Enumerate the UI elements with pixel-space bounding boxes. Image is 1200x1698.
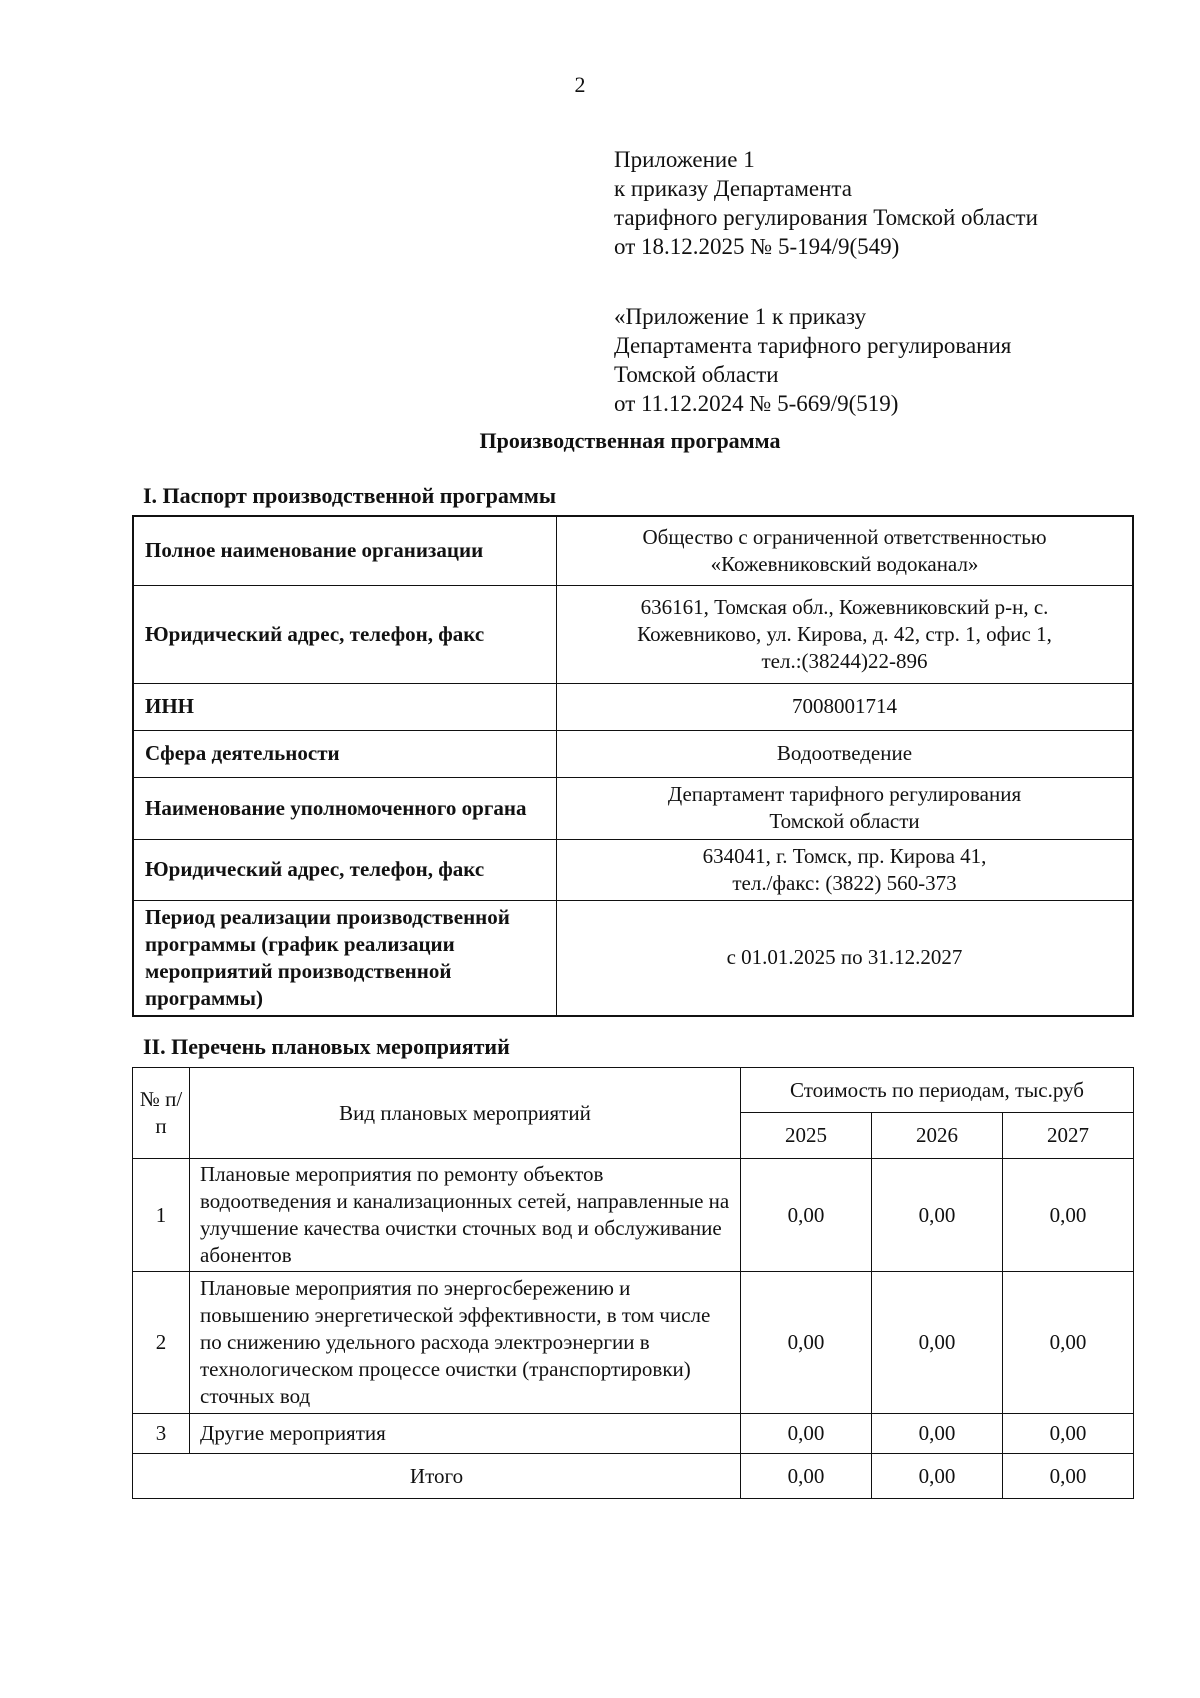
row-number: 2 — [133, 1272, 190, 1414]
value-line: «Кожевниковский водоканал» — [710, 551, 979, 576]
appendix-line: Приложение 1 — [614, 147, 755, 172]
cost-cell: 0,00 — [741, 1414, 872, 1454]
passport-row — [133, 585, 1133, 683]
total-row — [133, 1454, 1134, 1499]
cost-cell: 0,00 — [872, 1272, 1003, 1414]
passport-value — [557, 730, 1134, 777]
prior-appendix-line: от 11.12.2024 № 5-669/9(519) — [614, 391, 899, 416]
value-line: Водоотведение — [776, 741, 913, 765]
prior-appendix-line: Томской области — [614, 362, 779, 387]
passport-row — [133, 730, 1133, 777]
passport-label: Полное наименование организации — [133, 516, 557, 585]
passport-label: Период реализации производственной программы (график реализации мероприятий производственной программы) — [133, 900, 557, 1016]
value-line: тел.:(38244)22-896 — [761, 648, 928, 673]
value-line: тел./факс: (3822) 560-373 — [732, 870, 957, 895]
prior-appendix-line: Департамента тарифного регулирования — [614, 333, 1012, 358]
cost-cell: 0,00 — [741, 1159, 872, 1272]
cost-cell: 0,00 — [741, 1272, 872, 1414]
passport-label: Сфера деятельности — [133, 730, 557, 777]
passport-value — [557, 585, 1134, 683]
col-cost-header: Стоимость по периодам, тыс.руб — [741, 1068, 1134, 1113]
events-table — [132, 1067, 1134, 1499]
passport-value — [557, 516, 1134, 585]
value-line: Департамент тарифного регулирования — [667, 782, 1022, 806]
cost-cell: 0,00 — [1003, 1272, 1134, 1414]
value-line: Кожевниково, ул. Кирова, д. 42, стр. 1, офис 1, — [637, 621, 1052, 646]
passport-table — [132, 515, 1134, 1017]
appendix-line: тарифного регулирования Томской области — [614, 205, 1038, 230]
value-line: 636161, Томская обл., Кожевниковский р-н, с. — [640, 594, 1049, 619]
passport-value — [557, 683, 1134, 730]
passport-heading: I. Паспорт производственной программы — [143, 483, 557, 508]
value-line: Томской области — [769, 809, 920, 833]
total-label: Итого — [133, 1454, 741, 1499]
total-cost-cell: 0,00 — [741, 1454, 872, 1499]
cost-cell: 0,00 — [1003, 1414, 1134, 1454]
passport-label: ИНН — [133, 683, 557, 730]
document-title: Производственная программа — [479, 428, 781, 453]
passport-value — [557, 777, 1134, 839]
cost-cell: 0,00 — [1003, 1159, 1134, 1272]
table-row — [133, 1272, 1134, 1414]
appendix-line: от 18.12.2025 № 5-194/9(549) — [614, 234, 900, 259]
event-name: Плановые мероприятия по ремонту объектов водоотведения и канализационных сетей, направленные на улучшение качества очистки сточных вод и обслуживание абонентов — [190, 1159, 741, 1272]
appendix-line: к приказу Департамента — [614, 176, 852, 201]
year-header: 2027 — [1003, 1113, 1134, 1159]
event-name: Другие мероприятия — [190, 1414, 741, 1454]
value-line: 7008001714 — [792, 694, 897, 718]
cost-cell: 0,00 — [872, 1159, 1003, 1272]
event-name: Плановые мероприятия по энергосбережению и повышению энергетической эффективности, в том числе по снижению удельного расхода электроэнергии в технологическом процессе очистки (транспортировки) сточных вод — [190, 1272, 741, 1414]
passport-value — [557, 900, 1134, 1016]
prior-appendix-header — [614, 302, 1011, 418]
year-header: 2026 — [872, 1113, 1003, 1159]
value-line: 634041, г. Томск, пр. Кирова 41, — [702, 843, 987, 868]
events-header-row — [133, 1068, 1134, 1113]
table-row — [133, 1414, 1134, 1454]
total-cost-cell: 0,00 — [1003, 1454, 1134, 1499]
row-number: 3 — [133, 1414, 190, 1454]
page-number: 2 — [574, 72, 586, 97]
year-header: 2025 — [741, 1113, 872, 1159]
events-heading: II. Перечень плановых мероприятий — [143, 1034, 510, 1059]
col-num-header: № п/п — [133, 1068, 190, 1159]
prior-appendix-line: «Приложение 1 к приказу — [614, 304, 867, 329]
value-line: Общество с ограниченной ответственностью — [642, 524, 1047, 549]
passport-value — [557, 839, 1134, 900]
passport-row — [133, 839, 1133, 900]
total-cost-cell: 0,00 — [872, 1454, 1003, 1499]
table-row — [133, 1159, 1134, 1272]
row-number: 1 — [133, 1159, 190, 1272]
passport-label: Наименование уполномоченного органа — [133, 777, 557, 839]
passport-row — [133, 900, 1133, 1016]
value-line: с 01.01.2025 по 31.12.2027 — [726, 945, 963, 969]
appendix-header — [614, 145, 1038, 261]
passport-label: Юридический адрес, телефон, факс — [133, 839, 557, 900]
col-name-header: Вид плановых мероприятий — [190, 1068, 741, 1159]
cost-cell: 0,00 — [872, 1414, 1003, 1454]
passport-label: Юридический адрес, телефон, факс — [133, 585, 557, 683]
passport-row — [133, 777, 1133, 839]
passport-row — [133, 516, 1133, 585]
passport-row — [133, 683, 1133, 730]
